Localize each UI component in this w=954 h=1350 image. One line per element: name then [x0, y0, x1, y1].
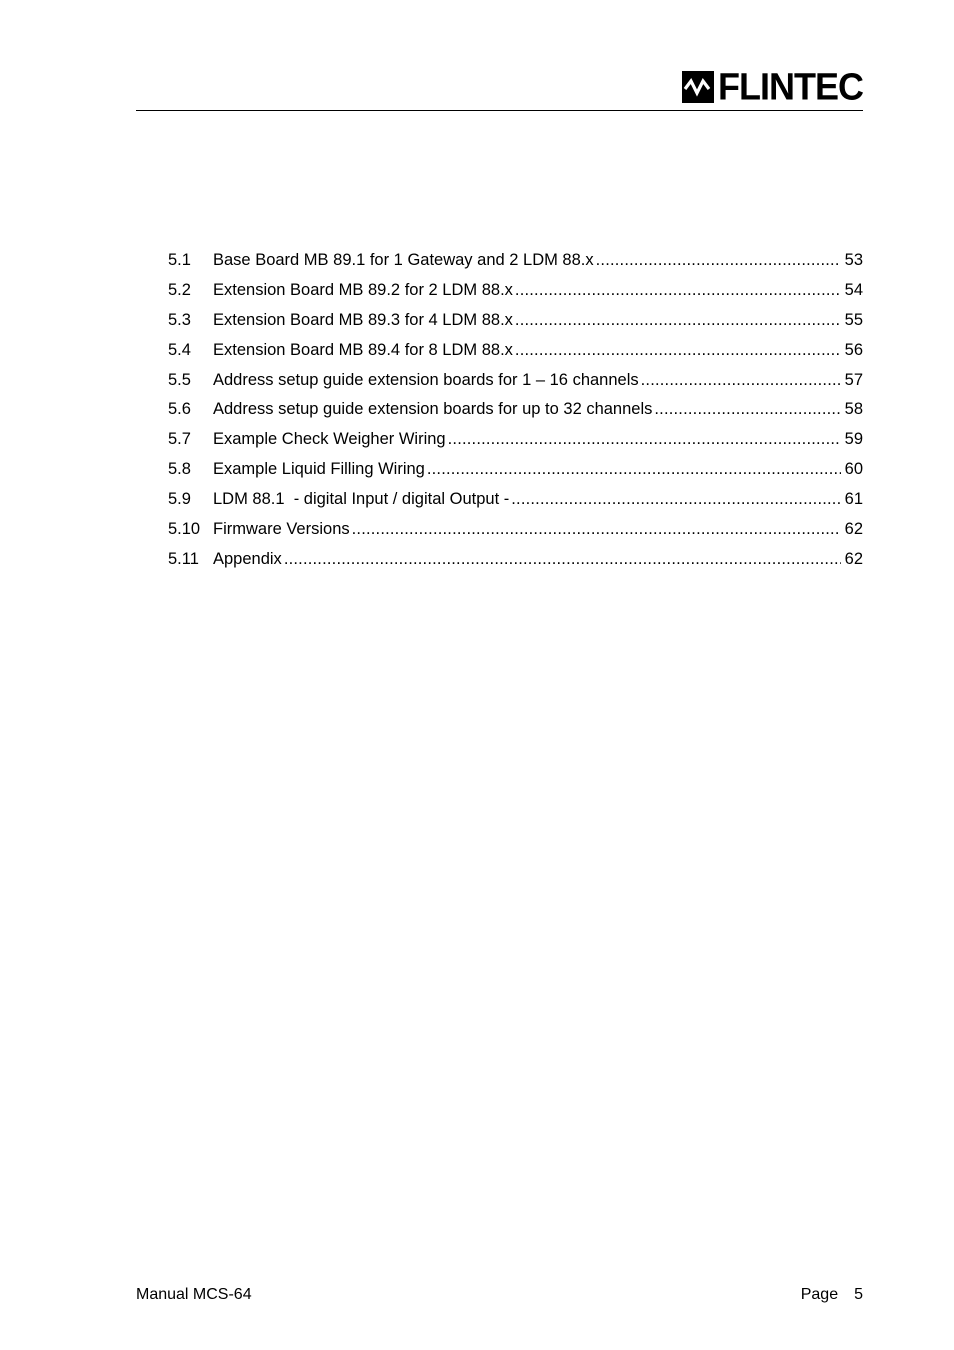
flintec-wave-icon — [682, 71, 714, 103]
toc-entry[interactable] — [168, 428, 863, 458]
toc-title: Extension Board MB 89.4 for 8 LDM 88.x — [213, 340, 513, 359]
toc-page-number: 54 — [844, 280, 863, 299]
toc-number: 5.8 — [168, 460, 191, 479]
toc-entry[interactable] — [168, 279, 863, 309]
table-of-contents — [168, 249, 863, 578]
toc-dot-leader — [515, 309, 841, 331]
toc-page-number: 56 — [844, 340, 863, 359]
footer-page-label: Page — [800, 1286, 839, 1303]
toc-title: Extension Board MB 89.3 for 4 LDM 88.x — [213, 310, 513, 329]
toc-dot-leader — [596, 249, 841, 271]
toc-dot-leader — [515, 279, 841, 301]
toc-page-number: 59 — [844, 430, 863, 449]
toc-title: Firmware Versions — [213, 520, 350, 539]
toc-entry[interactable] — [168, 398, 863, 428]
toc-title: Address setup guide extension boards for up to 32 channels — [213, 400, 653, 419]
toc-title: Appendix — [213, 549, 282, 568]
toc-dot-leader — [641, 369, 841, 391]
toc-page-number: 60 — [844, 460, 863, 479]
toc-number: 5.2 — [168, 280, 191, 299]
toc-page-number: 62 — [844, 520, 863, 539]
footer-page — [801, 1285, 863, 1305]
toc-dot-leader — [427, 458, 841, 480]
logo-text: FLINTEC — [718, 64, 863, 108]
toc-entry[interactable] — [168, 339, 863, 369]
toc-dot-leader — [515, 339, 841, 361]
toc-title: Example Liquid Filling Wiring — [213, 460, 425, 479]
toc-page-number: 53 — [844, 251, 863, 269]
toc-dot-leader — [284, 548, 841, 570]
page-header — [136, 60, 863, 111]
toc-number: 5.7 — [168, 430, 191, 449]
toc-title: Base Board MB 89.1 for 1 Gateway and 2 LDM 88.x — [213, 251, 594, 269]
toc-number: 5.5 — [168, 370, 191, 389]
toc-dot-leader — [654, 398, 840, 420]
toc-number: 5.10 — [168, 520, 201, 539]
toc-number: 5.4 — [168, 340, 191, 359]
toc-page-number: 62 — [844, 549, 863, 568]
toc-page-number: 55 — [844, 310, 863, 329]
toc-dot-leader — [511, 488, 840, 510]
toc-number: 5.11 — [168, 549, 199, 568]
toc-entry[interactable] — [168, 548, 863, 578]
toc-entry[interactable] — [168, 249, 863, 279]
toc-number: 5.3 — [168, 310, 191, 329]
toc-entry[interactable] — [168, 488, 863, 518]
footer-page-number: 5 — [854, 1286, 863, 1303]
toc-page-number: 61 — [844, 490, 863, 509]
toc-number: 5.1 — [168, 251, 191, 269]
toc-title: Address setup guide extension boards for 1 – 16 channels — [213, 370, 639, 389]
toc-entry[interactable] — [168, 369, 863, 399]
toc-entry[interactable] — [168, 518, 863, 548]
toc-title: Example Check Weigher Wiring — [213, 430, 446, 449]
toc-title: Extension Board MB 89.2 for 2 LDM 88.x — [213, 280, 513, 299]
toc-dot-leader — [448, 428, 841, 450]
footer-manual-title: Manual MCS-64 — [136, 1286, 252, 1303]
toc-page-number: 57 — [844, 370, 863, 389]
toc-number: 5.9 — [168, 490, 191, 509]
flintec-logo — [682, 64, 863, 108]
toc-page-number: 58 — [844, 400, 863, 419]
toc-entry[interactable] — [168, 458, 863, 488]
toc-title: LDM 88.1 - digital Input / digital Output - — [213, 490, 510, 509]
toc-dot-leader — [352, 518, 841, 540]
toc-number: 5.6 — [168, 400, 191, 419]
toc-entry[interactable] — [168, 309, 863, 339]
